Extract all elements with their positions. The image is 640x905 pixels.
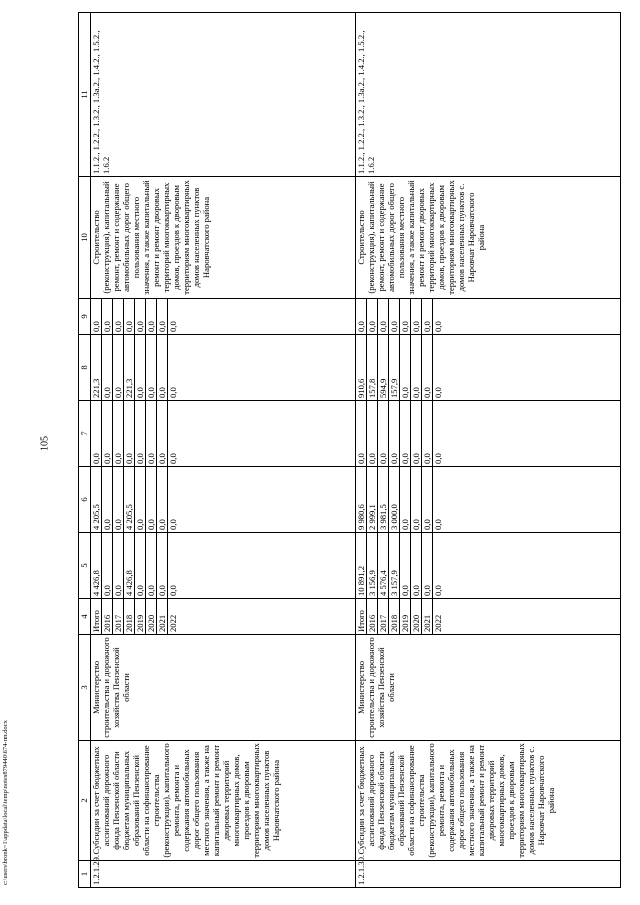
value-cell: 0,0 [433,519,443,530]
value-cell: 0,0 [102,467,113,532]
footer-file-path: c:\users\bronk~1\appdata\local\temp\notes879440\674-пп.docx [2,720,9,885]
value-cell: 0,0 [146,467,157,532]
year-cell: 2016 [367,599,378,634]
value-cell: 0,0 [102,401,113,466]
value-cell: 0,0 [113,299,124,334]
year-cell: 2017 [113,599,124,634]
value-cell: 0,0 [168,321,178,332]
table-row [356,13,621,888]
value-cell: 0,0 [356,401,367,466]
value-list-col6 [356,467,443,532]
row-col8-values [356,335,621,401]
value-cell: 4 576,4 [378,533,389,598]
year-cell: 2019 [135,599,146,634]
value-cell: 9 980,6 [356,467,367,532]
value-list-col9 [356,299,443,334]
value-cell: 0,0 [157,467,168,532]
value-cell: 0,0 [389,401,400,466]
value-cell: 0,0 [113,335,124,400]
row-executor: Министерство строительства и дорожного хозяйства Пензенской области [91,635,356,741]
value-cell: 0,0 [400,533,411,598]
year-cell: 2016 [102,599,113,634]
value-cell: 0,0 [422,467,433,532]
value-cell: 0,0 [378,401,389,466]
value-cell: 0,0 [168,387,178,398]
value-cell: 0,0 [102,533,113,598]
value-cell: 4 426,8 [124,533,135,598]
value-cell: 3 156,9 [367,533,378,598]
col-header-9: 9 [79,299,91,335]
row-years [91,599,356,635]
value-cell: 4 205,5 [91,467,102,532]
value-list-years [91,599,178,634]
value-cell: 0,0 [113,467,124,532]
col-header-7: 7 [79,401,91,467]
value-cell: 0,0 [422,299,433,334]
value-cell: 0,0 [157,401,168,466]
row-years [356,599,621,635]
value-cell: 0,0 [124,299,135,334]
column-numbers-row [79,13,91,888]
row-description: Субсидии за счет бюджетных ассигнований дорожного фонда Пензенской области бюджетам муниципальных образований Пензенской области на софинансирование строительства (реконструкции), капитального ремонта, ремонта и содержания автомобильных дорог общего пользования местного значения, а также на капитальный ремонт и ремонт дворовых территорий многоквартирных домов, проездов к дворовым территориям многоквартирных домов населенных пунктов Наровчатского района [91,741,356,861]
value-cell: 0,0 [146,335,157,400]
value-cell: 0,0 [102,299,113,334]
value-cell: 0,0 [422,335,433,400]
value-cell: 0,0 [168,519,178,530]
year-cell: 2021 [422,599,433,634]
value-cell: 0,0 [367,401,378,466]
value-cell: 221,3 [124,335,135,400]
value-cell: 3 157,9 [389,533,400,598]
value-cell: 0,0 [168,585,178,596]
value-list-col9 [91,299,178,334]
row-indicators: 1.1.2., 1.2.2., 1.3.2., 1.3а.2., 1.4.2., 1.5.2., 1.6.2 [91,13,356,177]
value-cell: 0,0 [411,335,422,400]
value-cell: 0,0 [113,533,124,598]
value-cell: 0,0 [157,299,168,334]
value-list-col8 [91,335,178,400]
value-cell: 0,0 [135,467,146,532]
row-description: Субсидии за счет бюджетных ассигнований дорожного фонда Пензенской области бюджетам муниципальных образований Пензенской области на софинансирование строительства (реконструкции), капитального ремонта, ремонта и содержания автомобильных дорог общего пользования местного значения, а также на капитальный ремонт и ремонт дворовых территорий многоквартирных домов, проездов к дворовым территориям многоквартирных домов населенных пунктов с. Наровчат Наровчатского района [356,741,621,861]
value-cell: 0,0 [422,533,433,598]
year-cell: Итого [91,599,102,634]
value-cell: 910,6 [356,335,367,400]
value-cell: 2 999,1 [367,467,378,532]
row-col8-values [91,335,356,401]
table-body [91,13,621,888]
program-table [78,12,621,888]
value-cell: 0,0 [411,533,422,598]
value-cell: 0,0 [411,467,422,532]
year-cell: 2022 [168,614,178,632]
table-row [91,13,356,888]
col-header-4: 4 [79,599,91,635]
value-cell: 157,9 [389,335,400,400]
row-col9-values [91,299,356,335]
year-cell: 2021 [157,599,168,634]
value-cell: 221,3 [91,335,102,400]
value-cell: 0,0 [400,467,411,532]
value-cell: 0,0 [378,299,389,334]
col-header-11: 11 [79,13,91,177]
col-header-10: 10 [79,177,91,299]
row-col5-values [356,533,621,599]
value-list-col5 [91,533,178,598]
value-cell: 3 000,0 [389,467,400,532]
value-cell: 157,8 [367,335,378,400]
value-cell: 0,0 [433,387,443,398]
value-cell: 0,0 [367,299,378,334]
value-cell: 0,0 [157,335,168,400]
row-indicators: 1.1.2., 1.2.2., 1.3.2., 1.3а.2., 1.4.2., 1.5.2., 1.6.2 [356,13,621,177]
row-col5-values [91,533,356,599]
value-list-col7 [91,401,178,466]
value-cell: 0,0 [91,299,102,334]
row-result: Строительство (реконструкция), капитальный ремонт, ремонт и содержание автомобильных дорог общего пользования местного значения, а также капитальный ремонт и ремонт дворовых территорий многоквартирных домов, проездов к дворовым территориям многоквартирных домов населенных пунктов с. Наровчат Наровчатского района [356,177,621,299]
value-cell: 0,0 [400,335,411,400]
value-cell: 0,0 [411,299,422,334]
value-cell: 0,0 [124,401,135,466]
value-cell: 0,0 [433,321,443,332]
value-list-col7 [356,401,443,466]
year-cell: 2018 [389,599,400,634]
row-col7-values [91,401,356,467]
row-col6-values [356,467,621,533]
value-list-years [356,599,443,634]
value-cell: 4 426,8 [91,533,102,598]
value-cell: 0,0 [168,453,178,464]
value-cell: 0,0 [356,299,367,334]
value-cell: 0,0 [146,533,157,598]
value-cell: 0,0 [433,453,443,464]
year-cell: 2020 [411,599,422,634]
value-cell: 3 981,5 [378,467,389,532]
page-number: 105 [39,436,51,451]
col-header-3: 3 [79,635,91,741]
value-cell: 0,0 [389,299,400,334]
row-col7-values [356,401,621,467]
value-list-col6 [91,467,178,532]
value-cell: 0,0 [135,335,146,400]
year-cell: Итого [356,599,367,634]
col-header-2: 2 [79,741,91,861]
value-cell: 0,0 [433,585,443,596]
value-cell: 0,0 [135,533,146,598]
year-cell: 2019 [400,599,411,634]
value-cell: 594,9 [378,335,389,400]
col-header-8: 8 [79,335,91,401]
value-cell: 10 891,2 [356,533,367,598]
value-cell: 0,0 [400,401,411,466]
value-cell: 0,0 [157,533,168,598]
row-code: 1.2.1.29. [91,861,356,888]
value-cell: 4 205,5 [124,467,135,532]
year-cell: 2020 [146,599,157,634]
year-cell: 2022 [433,614,443,632]
row-code: 1.2.1.30. [356,861,621,888]
row-result: Строительство (реконструкция), капитальный ремонт, ремонт и содержание автомобильных дорог общего пользования местного значения, а также капитальный ремонт и ремонт дворовых территорий многоквартирных домов, проездов к дворовым территориям многоквартирных домов населенных пунктов Наровчатского района [91,177,356,299]
value-cell: 0,0 [135,401,146,466]
value-cell: 0,0 [113,401,124,466]
row-col9-values [356,299,621,335]
year-cell: 2017 [378,599,389,634]
year-cell: 2018 [124,599,135,634]
col-header-1: 1 [79,861,91,888]
row-col6-values [91,467,356,533]
value-cell: 0,0 [422,401,433,466]
value-list-col8 [356,335,443,400]
value-cell: 0,0 [146,401,157,466]
value-cell: 0,0 [102,335,113,400]
value-cell: 0,0 [135,299,146,334]
col-header-5: 5 [79,533,91,599]
value-cell: 0,0 [146,299,157,334]
col-header-6: 6 [79,467,91,533]
rotated-table-container [78,13,628,888]
value-cell: 0,0 [400,299,411,334]
value-cell: 0,0 [91,401,102,466]
row-executor: Министерство строительства и дорожного хозяйства Пензенской области [356,635,621,741]
value-cell: 0,0 [411,401,422,466]
value-list-col5 [356,533,443,598]
